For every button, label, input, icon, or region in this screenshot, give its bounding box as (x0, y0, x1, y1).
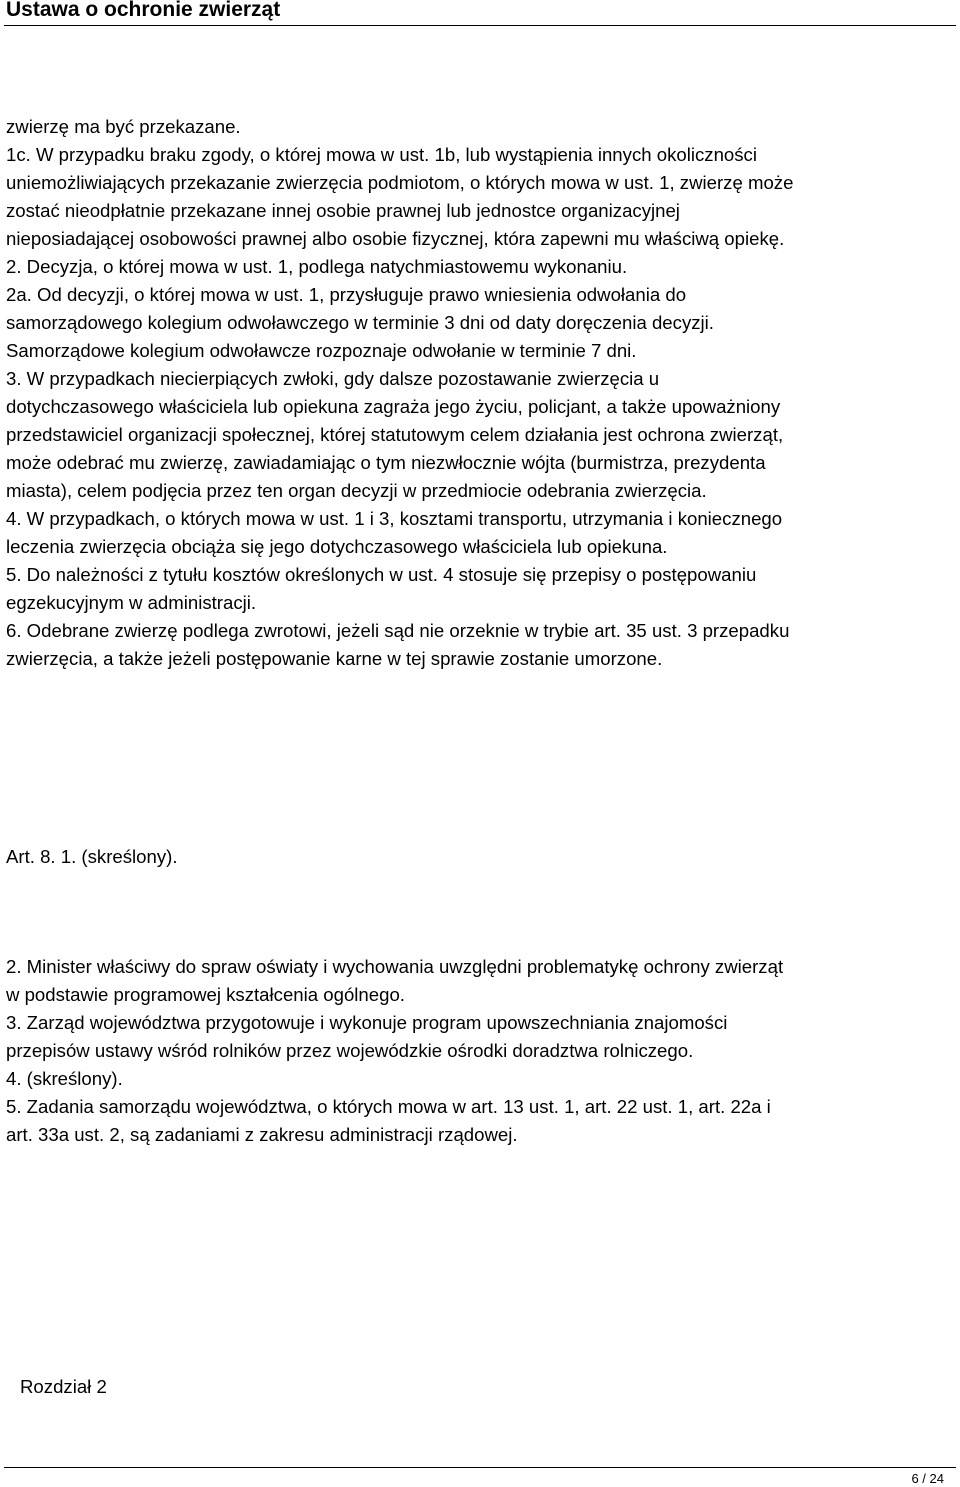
text-line: dotychczasowego właściciela lub opiekuna zagraża jego życiu, policjant, a także upoważniony (6, 396, 781, 417)
text-line: przedstawiciel organizacji społecznej, której statutowym celem działania jest ochrona zwierząt, (6, 424, 784, 445)
text-line: 5. Zadania samorządu województwa, o których mowa w art. 13 ust. 1, art. 22 ust. 1, art. 22a i (6, 1096, 771, 1117)
text-line: 2. Decyzja, o której mowa w ust. 1, podlega natychmiastowemu wykonaniu. (6, 256, 628, 277)
text-line: 2a. Od decyzji, o której mowa w ust. 1, przysługuje prawo wniesienia odwołania do (6, 284, 687, 305)
document-title: Ustawa o ochronie zwierząt (6, 0, 281, 21)
footer-divider (4, 1467, 956, 1468)
text-line: może odebrać mu zwierzę, zawiadamiając o tym niezwłocznie wójta (burmistrza, prezydenta (6, 452, 766, 473)
page-number: 6 / 24 (911, 1471, 944, 1486)
article-heading (6, 843, 958, 871)
text-line: leczenia zwierzęcia obciąża się jego dotychczasowego właściciela lub opiekuna. (6, 536, 668, 557)
text-block-paragraphs (6, 113, 958, 673)
text-line: 3. Zarząd województwa przygotowuje i wykonuje program upowszechniania znajomości (6, 1012, 728, 1033)
chapter-heading: Rozdział 2 (20, 1376, 107, 1397)
text-line: 6. Odebrane zwierzę podlega zwrotowi, jeżeli sąd nie orzeknie w trybie art. 35 ust. 3 przepadku (6, 620, 790, 641)
text-line: 3. W przypadkach niecierpiących zwłoki, gdy dalsze pozostawanie zwierzęcia u (6, 368, 660, 389)
header-divider (4, 25, 956, 26)
text-line: 1c. W przypadku braku zgody, o której mowa w ust. 1b, lub wystąpienia innych okoliczności (6, 144, 757, 165)
text-line: samorządowego kolegium odwoławczego w terminie 3 dni od daty doręczenia decyzji. (6, 312, 714, 333)
text-line: art. 33a ust. 2, są zadaniami z zakresu administracji rządowej. (6, 1124, 518, 1145)
text-line: zwierzę ma być przekazane. (6, 116, 241, 137)
page-header (0, 0, 960, 28)
text-line: w podstawie programowej kształcenia ogólnego. (6, 984, 405, 1005)
text-line: egzekucyjnym w administracji. (6, 592, 257, 613)
text-line: 4. W przypadkach, o których mowa w ust. 1 i 3, kosztami transportu, utrzymania i koniecznego (6, 508, 783, 529)
text-line: Samorządowe kolegium odwoławcze rozpoznaje odwołanie w terminie 7 dni. (6, 340, 637, 361)
text-block-article-8 (6, 953, 958, 1149)
text-line: 5. Do należności z tytułu kosztów określonych w ust. 4 stosuje się przepisy o postępowaniu (6, 564, 757, 585)
article-8-line: Art. 8. 1. (skreślony). (6, 846, 178, 867)
text-line: przepisów ustawy wśród rolników przez wojewódzkie ośrodki doradztwa rolniczego. (6, 1040, 694, 1061)
text-line: 2. Minister właściwy do spraw oświaty i wychowania uwzględni problematykę ochrony zwierząt (6, 956, 784, 977)
text-line: zostać nieodpłatnie przekazane innej osobie prawnej lub jednostce organizacyjnej (6, 200, 680, 221)
text-line: uniemożliwiających przekazanie zwierzęcia podmiotom, o których mowa w ust. 1, zwierzę może (6, 172, 794, 193)
text-line: zwierzęcia, a także jeżeli postępowanie karne w tej sprawie zostanie umorzone. (6, 648, 663, 669)
text-line: miasta), celem podjęcia przez ten organ decyzji w przedmiocie odebrania zwierzęcia. (6, 480, 707, 501)
text-line: nieposiadającej osobowości prawnej albo osobie fizycznej, która zapewni mu właściwą opiekę. (6, 228, 785, 249)
text-line: 4. (skreślony). (6, 1068, 123, 1089)
